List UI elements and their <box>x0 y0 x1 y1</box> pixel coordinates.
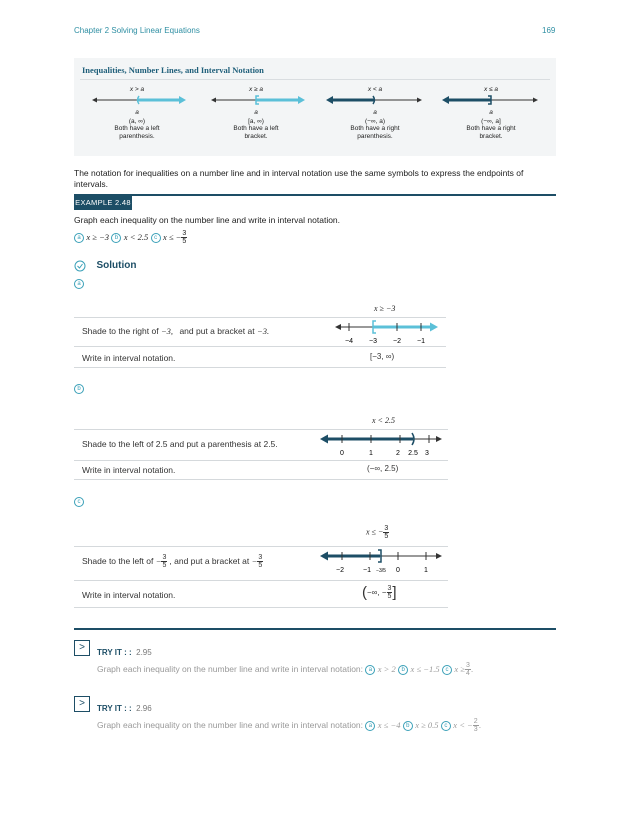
step-text: , and put a bracket at <box>169 555 250 566</box>
fraction-numerator: 3 <box>162 554 167 561</box>
cell-a: a <box>135 109 139 116</box>
notation-box-title: Inequalities, Number Lines, and Interval Notation <box>82 65 264 75</box>
cell-label: x ≤ a <box>483 86 499 93</box>
cell-desc-1: Both have a left <box>233 125 279 132</box>
fraction-numerator: 3 <box>258 554 263 561</box>
try-it-label: TRY IT : : <box>97 648 132 657</box>
cell-desc-1: Both have a right <box>350 125 400 132</box>
solution-c-marker: c <box>74 497 84 507</box>
row-divider <box>74 346 446 347</box>
cell-desc-2: parenthesis. <box>357 133 393 140</box>
part-b-inequality: x ≥ 0.5 <box>415 719 439 730</box>
period: . <box>470 663 474 674</box>
example-prompt: Graph each inequality on the number line and write in interval notation. <box>74 215 341 225</box>
example-badge: EXAMPLE 2.48 <box>74 196 132 210</box>
fraction-denominator: 3 <box>473 726 478 733</box>
cell-a: a <box>254 109 258 116</box>
part-c-fraction <box>181 230 187 245</box>
row-divider <box>74 479 448 480</box>
solution-b-marker: b <box>74 384 84 394</box>
tick-label: −1 <box>363 567 371 574</box>
part-b-inequality: x < 2.5 <box>123 231 149 242</box>
part-b-marker: b <box>398 665 408 675</box>
solution-label: Solution <box>96 260 137 272</box>
number-line-a <box>330 317 442 347</box>
part-c-marker: c <box>441 721 451 731</box>
solution-b-step1: Shade to the left of 2.5 and put a parenthesis at 2.5. <box>82 439 278 449</box>
solution-b-step2: Write in interval notation. <box>82 465 176 475</box>
fraction-denominator: 5 <box>258 562 263 569</box>
number-line-le <box>432 93 550 107</box>
tick-label: 0 <box>396 567 400 574</box>
number-line-lt <box>316 93 434 107</box>
part-a-marker: a <box>74 233 84 243</box>
solution-a-interval: [−3, ∞) <box>370 352 395 361</box>
number-line-gt <box>78 93 196 107</box>
graph-c-label <box>366 525 389 540</box>
part-a-inequality: x ≥ −3 <box>86 231 110 242</box>
example-parts <box>74 230 187 245</box>
try-it-text <box>97 718 481 733</box>
notation-cell-2 <box>197 86 315 152</box>
tick-label: 1 <box>424 567 428 574</box>
fraction-denominator: 5 <box>162 562 167 569</box>
cell-desc-1: Both have a right <box>466 125 516 132</box>
notation-box-rule <box>80 79 550 80</box>
cell-label: x ≥ a <box>248 86 264 93</box>
tick-label: −1 <box>417 338 425 345</box>
tick-label: −3 <box>369 338 377 345</box>
fraction-denominator: 5 <box>182 238 187 245</box>
try-it-header <box>97 698 152 716</box>
step-text: Shade to the left of <box>82 555 154 566</box>
fraction-denominator: 5 <box>384 533 389 540</box>
solution-header <box>74 257 136 275</box>
row-divider <box>74 580 448 581</box>
tick-label: −2 <box>336 567 344 574</box>
try-text: Graph each inequality on the number line and write in interval notation: <box>97 663 364 674</box>
part-b-marker: b <box>111 233 121 243</box>
part-c-marker: c <box>151 233 161 243</box>
fraction-denominator: 5 <box>387 593 392 600</box>
part-a-marker: a <box>365 721 375 731</box>
try-it-rule <box>74 628 556 630</box>
check-circle-icon <box>74 260 86 272</box>
tick-label: −2 <box>393 338 401 345</box>
cell-interval: (−∞, a] <box>481 118 501 125</box>
part-a-marker: a <box>365 665 375 675</box>
row-divider <box>74 367 446 368</box>
tick-label: 3 <box>425 450 429 457</box>
solution-c-step1 <box>82 554 263 569</box>
row-divider <box>74 460 448 461</box>
step-fraction <box>161 554 167 569</box>
step-value: − <box>251 555 258 566</box>
part-a-inequality: x > 2 <box>377 663 396 674</box>
cell-label: x < a <box>367 86 383 93</box>
part-c-inequality: x < − <box>453 719 473 730</box>
page-number: 169 <box>542 26 556 35</box>
step-value: − <box>155 555 162 566</box>
tick-label: 0 <box>340 450 344 457</box>
part-b-inequality: x ≤ −1.5 <box>410 663 440 674</box>
example-rule <box>74 194 556 196</box>
part-c-marker: c <box>442 665 452 675</box>
solution-c-interval <box>362 584 397 601</box>
try-it-label: TRY IT : : <box>97 704 132 713</box>
note-paragraph: The notation for inequalities on a number line and in interval notation use the same symbols to express the endpoints of intervals. <box>74 168 524 189</box>
step-text: Shade to the right of <box>82 326 159 336</box>
cell-a: a <box>373 109 377 116</box>
notation-cell-1 <box>78 86 196 152</box>
period: . <box>478 719 482 730</box>
cell-desc-2: bracket. <box>244 133 268 140</box>
tick-label: −4 <box>345 338 353 345</box>
graph-b-label: x < 2.5 <box>372 416 395 425</box>
tick-label: −3/5 <box>376 568 386 574</box>
number-line-b <box>318 429 444 461</box>
solution-b-interval: (−∞, 2.5) <box>367 464 399 473</box>
cell-interval: [a, ∞) <box>248 118 264 125</box>
step-value: −3. <box>256 326 270 336</box>
try-text: Graph each inequality on the number line and write in interval notation: <box>97 719 364 730</box>
cell-a: a <box>489 109 493 116</box>
solution-a-marker: a <box>74 279 84 289</box>
notation-cell-4 <box>432 86 550 152</box>
try-it-expand-button[interactable]: > <box>74 696 90 712</box>
fraction-numerator: 3 <box>384 525 389 532</box>
tick-label: 2.5 <box>408 450 418 457</box>
try-it-number: 2.96 <box>136 704 152 713</box>
fraction-numerator: 3 <box>387 585 392 592</box>
try-it-header <box>97 642 152 660</box>
number-line-c <box>318 546 444 580</box>
cell-desc-1: Both have a left <box>114 125 160 132</box>
interval-text: −∞, − <box>367 588 387 597</box>
close-bracket: ] <box>392 584 397 601</box>
part-b-marker: b <box>403 721 413 731</box>
fraction-numerator: 3 <box>182 230 187 237</box>
fraction-denominator: 4 <box>465 670 470 677</box>
cell-label: x > a <box>129 86 145 93</box>
label-text: x ≤ − <box>366 527 384 537</box>
cell-desc-2: parenthesis. <box>119 133 155 140</box>
solution-a-step2: Write in interval notation. <box>82 353 176 363</box>
cell-interval: (a, ∞) <box>128 118 146 125</box>
tick-label: 2 <box>396 450 400 457</box>
tick-label: 1 <box>369 450 373 457</box>
number-line-ge <box>197 93 315 107</box>
notation-cell-3 <box>316 86 434 152</box>
part-c-inequality: x ≤ − <box>162 231 182 242</box>
fraction-numerator: 3 <box>465 662 470 669</box>
try-it-expand-button[interactable]: > <box>74 640 90 656</box>
part-a-inequality: x ≤ −4 <box>377 719 401 730</box>
solution-a-step1 <box>82 326 269 336</box>
cell-desc-2: bracket. <box>479 133 503 140</box>
open-paren: ( <box>362 584 367 601</box>
part-c-inequality: x ≥ <box>454 663 465 674</box>
try-it-text <box>97 662 473 677</box>
row-divider <box>74 607 448 608</box>
label-fraction <box>383 525 389 540</box>
fraction-numerator: 2 <box>473 718 478 725</box>
graph-a-label: x ≥ −3 <box>374 304 396 313</box>
chapter-header: Chapter 2 Solving Linear Equations <box>74 26 200 35</box>
solution-c-step2: Write in interval notation. <box>82 590 176 600</box>
cell-interval: (−∞, a) <box>365 118 385 125</box>
step-value: −3, <box>160 326 174 336</box>
step-text: and put a bracket at <box>179 326 255 336</box>
step-fraction <box>257 554 263 569</box>
try-it-number: 2.95 <box>136 648 152 657</box>
